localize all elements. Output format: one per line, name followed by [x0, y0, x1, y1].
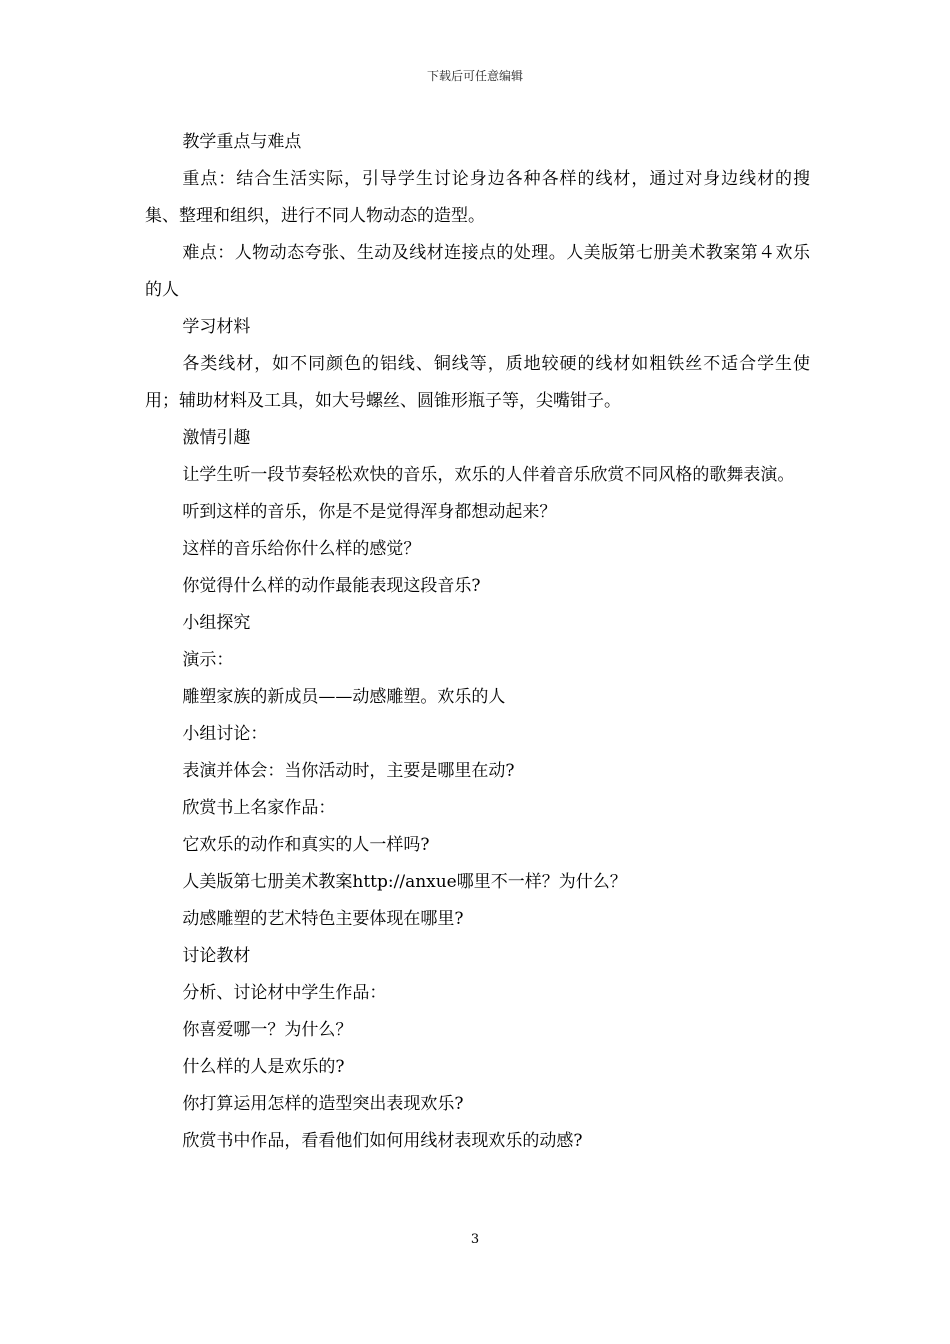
question-line: 动感雕塑的艺术特色主要体现在哪里? — [182, 909, 464, 929]
paragraph-music-activity: 让学生听一段节奏轻松欢快的音乐，欢乐的人伴着音乐欣赏不同风格的歌舞表演。 — [182, 465, 795, 485]
heading-textbook-discussion: 讨论教材 — [182, 946, 251, 966]
question-line: 它欢乐的动作和真实的人一样吗? — [182, 835, 430, 855]
question-line: 这样的音乐给你什么样的感觉？ — [182, 539, 421, 559]
question-line: 表演并体会：当你活动时，主要是哪里在动? — [182, 761, 515, 781]
heading-motivation: 激情引趣 — [182, 428, 251, 448]
text-line: 雕塑家族的新成员——动感雕塑。欢乐的人 — [182, 687, 506, 707]
text-line: 小组讨论： — [182, 724, 268, 744]
text-line: 欣赏书上名家作品： — [182, 798, 336, 818]
question-line: 你觉得什么样的动作最能表现这段音乐? — [182, 576, 481, 596]
question-line: 你喜爱哪一？为什么？ — [182, 1020, 353, 1040]
document-body — [145, 124, 810, 1160]
page-header: 下载后可任意编辑 — [426, 69, 523, 83]
text-line: 分析、讨论材中学生作品： — [182, 983, 387, 1003]
paragraph-materials: 各类线材，如不同颜色的铝线、铜线等，质地较硬的线材如粗铁丝不适合学生使用；辅助材料及工具，如大号螺丝、圆锥形瓶子等，尖嘴钳子。 — [145, 354, 810, 411]
question-line: 什么样的人是欢乐的? — [182, 1057, 345, 1077]
heading-teaching-focus: 教学重点与难点 — [182, 132, 302, 152]
heading-learning-materials: 学习材料 — [182, 317, 251, 337]
page-number: 3 — [470, 1232, 480, 1247]
question-line: 欣赏书中作品，看看他们如何用线材表现欢乐的动感? — [182, 1131, 583, 1151]
question-line: 人美版第七册美术教案http://anxue哪里不一样？为什么？ — [182, 872, 627, 892]
text-line: 演示： — [182, 650, 234, 670]
question-line: 你打算运用怎样的造型突出表现欢乐? — [182, 1094, 464, 1114]
heading-group-exploration: 小组探究 — [182, 613, 251, 633]
question-line: 听到这样的音乐，你是不是觉得浑身都想动起来？ — [182, 502, 557, 522]
paragraph-key-points: 重点：结合生活实际，引导学生讨论身边各种各样的线材，通过对身边线材的搜集、整理和组织，进行不同人物动态的造型。 — [145, 169, 810, 226]
paragraph-difficulties: 难点：人物动态夸张、生动及线材连接点的处理。人美版第七册美术教案第４欢乐的人 — [145, 243, 810, 300]
